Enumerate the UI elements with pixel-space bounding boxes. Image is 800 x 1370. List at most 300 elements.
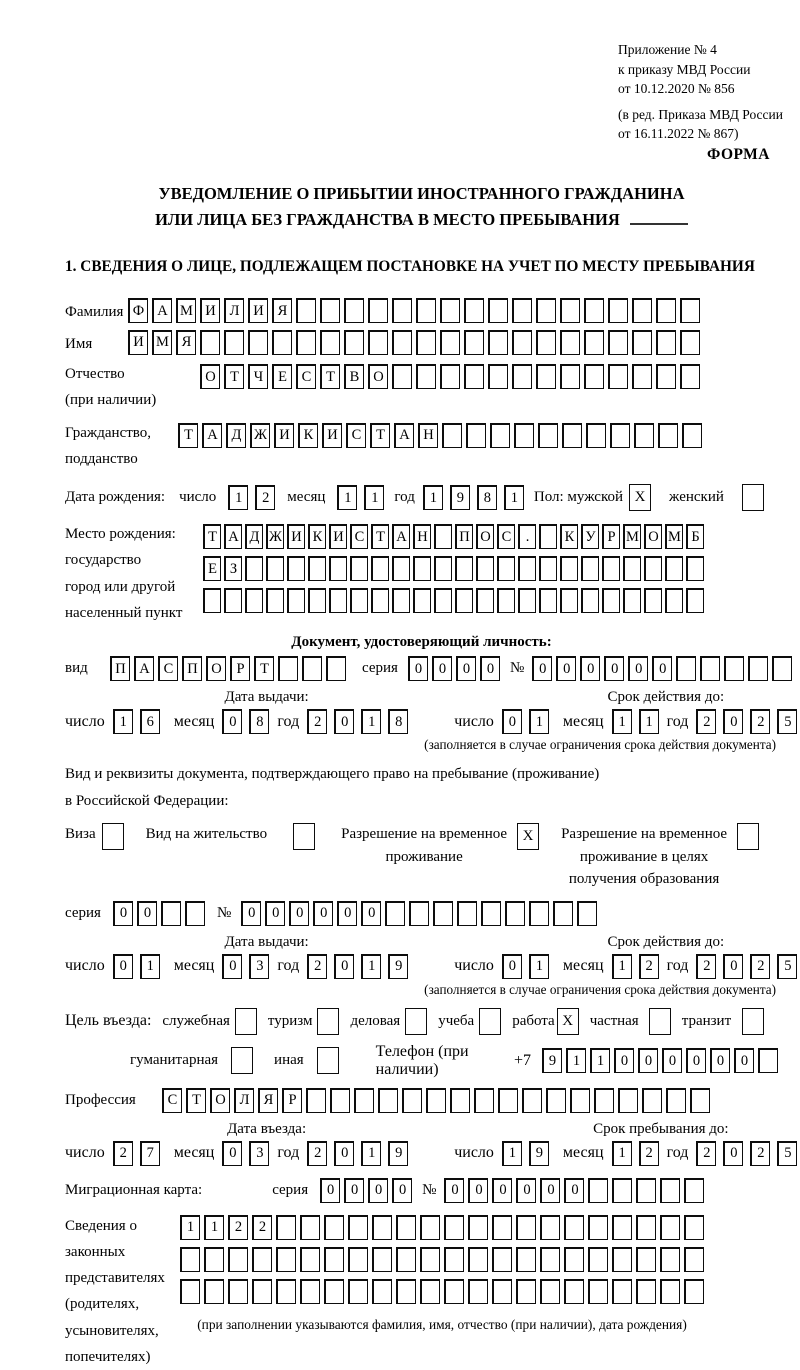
doc-valid-day-input[interactable] xyxy=(502,709,549,734)
char-cell[interactable]: 0 xyxy=(289,901,309,926)
char-cell[interactable] xyxy=(642,1088,662,1113)
char-cell[interactable]: 1 xyxy=(590,1048,610,1073)
char-cell[interactable] xyxy=(602,556,620,581)
char-cell[interactable]: 0 xyxy=(492,1178,512,1203)
char-cell[interactable]: 0 xyxy=(480,656,500,681)
char-cell[interactable]: . xyxy=(518,524,536,549)
char-cell[interactable]: 0 xyxy=(265,901,285,926)
char-cell[interactable]: П xyxy=(455,524,473,549)
char-cell[interactable]: 0 xyxy=(564,1178,584,1203)
char-cell[interactable] xyxy=(584,364,604,389)
birth-place-row1-input[interactable] xyxy=(203,524,704,549)
char-cell[interactable]: 0 xyxy=(723,1141,743,1166)
char-cell[interactable] xyxy=(492,1215,512,1240)
char-cell[interactable]: 0 xyxy=(686,1048,706,1073)
char-cell[interactable] xyxy=(497,556,515,581)
char-cell[interactable] xyxy=(348,1215,368,1240)
char-cell[interactable]: 2 xyxy=(696,954,716,979)
char-cell[interactable]: К xyxy=(308,524,326,549)
char-cell[interactable]: 0 xyxy=(723,954,743,979)
char-cell[interactable]: С xyxy=(162,1088,182,1113)
char-cell[interactable]: 1 xyxy=(612,954,632,979)
char-cell[interactable] xyxy=(324,1279,344,1304)
char-cell[interactable] xyxy=(623,588,641,613)
char-cell[interactable]: 8 xyxy=(477,485,497,510)
char-cell[interactable] xyxy=(161,901,181,926)
char-cell[interactable]: А xyxy=(202,423,222,448)
char-cell[interactable]: Ж xyxy=(250,423,270,448)
char-cell[interactable] xyxy=(420,1247,440,1272)
char-cell[interactable] xyxy=(656,330,676,355)
female-checkbox[interactable] xyxy=(742,484,764,511)
res-valid-day-input[interactable] xyxy=(502,954,549,979)
char-cell[interactable]: 2 xyxy=(113,1141,133,1166)
char-cell[interactable]: 0 xyxy=(320,1178,340,1203)
char-cell[interactable]: А xyxy=(152,298,172,323)
char-cell[interactable] xyxy=(300,1247,320,1272)
char-cell[interactable] xyxy=(278,656,298,681)
purpose-business-checkbox[interactable] xyxy=(405,1008,427,1035)
char-cell[interactable] xyxy=(632,330,652,355)
char-cell[interactable] xyxy=(416,298,436,323)
char-cell[interactable] xyxy=(512,364,532,389)
char-cell[interactable] xyxy=(180,1279,200,1304)
char-cell[interactable] xyxy=(440,364,460,389)
char-cell[interactable] xyxy=(378,1088,398,1113)
char-cell[interactable]: Ф xyxy=(128,298,148,323)
patronymic-input[interactable] xyxy=(200,361,700,389)
char-cell[interactable]: 2 xyxy=(696,709,716,734)
purpose-private-checkbox[interactable] xyxy=(649,1008,671,1035)
doc-kind-input[interactable] xyxy=(110,656,346,681)
purpose-humanitarian-checkbox[interactable] xyxy=(231,1047,253,1074)
birth-place-row3-input[interactable] xyxy=(203,588,704,613)
purpose-study-checkbox[interactable] xyxy=(479,1008,501,1035)
char-cell[interactable]: П xyxy=(182,656,202,681)
char-cell[interactable] xyxy=(330,1088,350,1113)
char-cell[interactable]: И xyxy=(287,524,305,549)
char-cell[interactable]: 0 xyxy=(222,1141,242,1166)
char-cell[interactable] xyxy=(560,588,578,613)
char-cell[interactable] xyxy=(612,1247,632,1272)
char-cell[interactable]: 2 xyxy=(639,954,659,979)
char-cell[interactable] xyxy=(680,364,700,389)
char-cell[interactable]: 2 xyxy=(307,709,327,734)
char-cell[interactable]: О xyxy=(206,656,226,681)
char-cell[interactable] xyxy=(612,1215,632,1240)
char-cell[interactable] xyxy=(444,1247,464,1272)
char-cell[interactable] xyxy=(564,1247,584,1272)
char-cell[interactable]: 1 xyxy=(504,485,524,510)
char-cell[interactable]: 9 xyxy=(529,1141,549,1166)
char-cell[interactable]: 1 xyxy=(423,485,443,510)
char-cell[interactable] xyxy=(658,423,678,448)
char-cell[interactable]: 2 xyxy=(696,1141,716,1166)
char-cell[interactable]: 5 xyxy=(777,1141,797,1166)
char-cell[interactable] xyxy=(185,901,205,926)
char-cell[interactable] xyxy=(416,330,436,355)
char-cell[interactable] xyxy=(245,556,263,581)
char-cell[interactable]: 0 xyxy=(241,901,261,926)
doc-series-input[interactable] xyxy=(408,656,500,681)
char-cell[interactable]: 0 xyxy=(734,1048,754,1073)
char-cell[interactable] xyxy=(344,298,364,323)
char-cell[interactable]: И xyxy=(248,298,268,323)
char-cell[interactable]: М xyxy=(176,298,196,323)
char-cell[interactable]: 5 xyxy=(777,709,797,734)
char-cell[interactable] xyxy=(498,1088,518,1113)
char-cell[interactable] xyxy=(536,364,556,389)
char-cell[interactable] xyxy=(516,1247,536,1272)
char-cell[interactable] xyxy=(476,588,494,613)
res-valid-year-input[interactable] xyxy=(696,954,797,979)
doc-valid-year-input[interactable] xyxy=(696,709,797,734)
char-cell[interactable] xyxy=(464,330,484,355)
char-cell[interactable] xyxy=(539,588,557,613)
char-cell[interactable] xyxy=(476,556,494,581)
char-cell[interactable] xyxy=(514,423,534,448)
char-cell[interactable] xyxy=(426,1088,446,1113)
char-cell[interactable] xyxy=(539,556,557,581)
char-cell[interactable]: О xyxy=(210,1088,230,1113)
char-cell[interactable]: Н xyxy=(413,524,431,549)
char-cell[interactable] xyxy=(570,1088,590,1113)
char-cell[interactable]: Я xyxy=(258,1088,278,1113)
char-cell[interactable] xyxy=(608,364,628,389)
char-cell[interactable] xyxy=(409,901,429,926)
char-cell[interactable]: 0 xyxy=(532,656,552,681)
char-cell[interactable]: С xyxy=(346,423,366,448)
representatives-row3-input[interactable] xyxy=(180,1279,704,1304)
char-cell[interactable] xyxy=(488,298,508,323)
char-cell[interactable]: А xyxy=(224,524,242,549)
char-cell[interactable] xyxy=(416,364,436,389)
char-cell[interactable] xyxy=(385,901,405,926)
char-cell[interactable] xyxy=(276,1215,296,1240)
char-cell[interactable]: 0 xyxy=(222,709,242,734)
char-cell[interactable] xyxy=(371,556,389,581)
char-cell[interactable] xyxy=(636,1178,656,1203)
char-cell[interactable]: И xyxy=(200,298,220,323)
char-cell[interactable] xyxy=(680,330,700,355)
char-cell[interactable]: 8 xyxy=(249,709,269,734)
char-cell[interactable]: Я xyxy=(272,298,292,323)
res-issue-month-input[interactable] xyxy=(222,954,269,979)
char-cell[interactable]: 0 xyxy=(580,656,600,681)
char-cell[interactable] xyxy=(684,1279,704,1304)
char-cell[interactable]: С xyxy=(296,364,316,389)
char-cell[interactable] xyxy=(402,1088,422,1113)
char-cell[interactable] xyxy=(536,330,556,355)
char-cell[interactable]: А xyxy=(394,423,414,448)
char-cell[interactable] xyxy=(492,1247,512,1272)
char-cell[interactable] xyxy=(560,556,578,581)
char-cell[interactable]: 1 xyxy=(612,1141,632,1166)
char-cell[interactable]: Р xyxy=(282,1088,302,1113)
char-cell[interactable] xyxy=(588,1279,608,1304)
char-cell[interactable] xyxy=(392,330,412,355)
purpose-official-checkbox[interactable] xyxy=(235,1008,257,1035)
char-cell[interactable] xyxy=(665,556,683,581)
char-cell[interactable]: 0 xyxy=(662,1048,682,1073)
char-cell[interactable]: 1 xyxy=(361,1141,381,1166)
char-cell[interactable]: М xyxy=(665,524,683,549)
char-cell[interactable]: Т xyxy=(320,364,340,389)
char-cell[interactable]: 0 xyxy=(502,954,522,979)
char-cell[interactable] xyxy=(686,556,704,581)
char-cell[interactable]: 9 xyxy=(450,485,470,510)
char-cell[interactable]: 1 xyxy=(502,1141,522,1166)
visa-checkbox[interactable] xyxy=(102,823,124,850)
char-cell[interactable] xyxy=(676,656,696,681)
char-cell[interactable] xyxy=(690,1088,710,1113)
char-cell[interactable] xyxy=(560,364,580,389)
char-cell[interactable] xyxy=(468,1215,488,1240)
char-cell[interactable]: 2 xyxy=(639,1141,659,1166)
char-cell[interactable] xyxy=(564,1279,584,1304)
char-cell[interactable] xyxy=(272,330,292,355)
char-cell[interactable] xyxy=(350,588,368,613)
char-cell[interactable] xyxy=(644,588,662,613)
char-cell[interactable] xyxy=(320,330,340,355)
char-cell[interactable]: 0 xyxy=(334,954,354,979)
char-cell[interactable]: 0 xyxy=(222,954,242,979)
char-cell[interactable]: О xyxy=(644,524,662,549)
char-cell[interactable] xyxy=(434,556,452,581)
char-cell[interactable]: 0 xyxy=(432,656,452,681)
char-cell[interactable] xyxy=(660,1215,680,1240)
char-cell[interactable]: 0 xyxy=(313,901,333,926)
char-cell[interactable] xyxy=(442,423,462,448)
char-cell[interactable] xyxy=(266,556,284,581)
char-cell[interactable] xyxy=(684,1178,704,1203)
char-cell[interactable]: К xyxy=(560,524,578,549)
char-cell[interactable] xyxy=(306,1088,326,1113)
char-cell[interactable]: 1 xyxy=(140,954,160,979)
char-cell[interactable] xyxy=(553,901,573,926)
mig-number-input[interactable] xyxy=(444,1178,704,1203)
char-cell[interactable]: 0 xyxy=(334,1141,354,1166)
char-cell[interactable] xyxy=(618,1088,638,1113)
char-cell[interactable] xyxy=(636,1279,656,1304)
doc-issue-month-input[interactable] xyxy=(222,709,269,734)
char-cell[interactable] xyxy=(522,1088,542,1113)
char-cell[interactable]: 0 xyxy=(723,709,743,734)
char-cell[interactable]: 0 xyxy=(710,1048,730,1073)
char-cell[interactable]: Д xyxy=(245,524,263,549)
char-cell[interactable] xyxy=(248,330,268,355)
char-cell[interactable] xyxy=(608,330,628,355)
char-cell[interactable] xyxy=(308,588,326,613)
char-cell[interactable]: 0 xyxy=(444,1178,464,1203)
char-cell[interactable] xyxy=(420,1215,440,1240)
char-cell[interactable] xyxy=(392,364,412,389)
char-cell[interactable]: У xyxy=(581,524,599,549)
char-cell[interactable]: Р xyxy=(230,656,250,681)
char-cell[interactable]: 1 xyxy=(566,1048,586,1073)
char-cell[interactable] xyxy=(536,298,556,323)
representatives-row2-input[interactable] xyxy=(180,1247,704,1272)
char-cell[interactable]: С xyxy=(497,524,515,549)
char-cell[interactable]: 5 xyxy=(777,954,797,979)
char-cell[interactable]: 1 xyxy=(639,709,659,734)
char-cell[interactable] xyxy=(302,656,322,681)
residence-permit-checkbox[interactable] xyxy=(293,823,315,850)
char-cell[interactable] xyxy=(457,901,477,926)
char-cell[interactable]: 6 xyxy=(140,709,160,734)
char-cell[interactable]: 1 xyxy=(364,485,384,510)
char-cell[interactable]: А xyxy=(134,656,154,681)
char-cell[interactable] xyxy=(252,1247,272,1272)
char-cell[interactable]: В xyxy=(344,364,364,389)
char-cell[interactable] xyxy=(245,588,263,613)
char-cell[interactable] xyxy=(204,1247,224,1272)
mig-series-input[interactable] xyxy=(320,1178,412,1203)
char-cell[interactable] xyxy=(588,1178,608,1203)
char-cell[interactable] xyxy=(300,1215,320,1240)
char-cell[interactable] xyxy=(682,423,702,448)
citizenship-input[interactable] xyxy=(178,420,702,448)
char-cell[interactable]: 0 xyxy=(516,1178,536,1203)
char-cell[interactable] xyxy=(413,588,431,613)
char-cell[interactable] xyxy=(588,1215,608,1240)
char-cell[interactable] xyxy=(666,1088,686,1113)
char-cell[interactable] xyxy=(602,588,620,613)
char-cell[interactable]: Т xyxy=(371,524,389,549)
birth-place-row2-input[interactable] xyxy=(203,556,704,581)
char-cell[interactable] xyxy=(228,1247,248,1272)
surname-input[interactable] xyxy=(128,298,700,323)
char-cell[interactable] xyxy=(434,588,452,613)
char-cell[interactable] xyxy=(564,1215,584,1240)
char-cell[interactable]: И xyxy=(329,524,347,549)
char-cell[interactable] xyxy=(348,1247,368,1272)
char-cell[interactable] xyxy=(612,1279,632,1304)
birth-day-input[interactable] xyxy=(228,485,275,510)
char-cell[interactable] xyxy=(680,298,700,323)
char-cell[interactable] xyxy=(392,298,412,323)
char-cell[interactable] xyxy=(344,330,364,355)
res-issue-year-input[interactable] xyxy=(307,954,408,979)
char-cell[interactable] xyxy=(538,423,558,448)
char-cell[interactable] xyxy=(623,556,641,581)
char-cell[interactable]: О xyxy=(200,364,220,389)
char-cell[interactable]: 0 xyxy=(113,954,133,979)
char-cell[interactable] xyxy=(529,901,549,926)
char-cell[interactable]: З xyxy=(224,556,242,581)
char-cell[interactable] xyxy=(464,298,484,323)
char-cell[interactable]: Я xyxy=(176,330,196,355)
char-cell[interactable] xyxy=(433,901,453,926)
char-cell[interactable] xyxy=(276,1279,296,1304)
char-cell[interactable] xyxy=(324,1215,344,1240)
char-cell[interactable] xyxy=(665,588,683,613)
char-cell[interactable]: 1 xyxy=(361,709,381,734)
char-cell[interactable] xyxy=(372,1247,392,1272)
stay-month-input[interactable] xyxy=(612,1141,659,1166)
male-checkbox[interactable]: X xyxy=(629,484,651,511)
char-cell[interactable]: М xyxy=(623,524,641,549)
char-cell[interactable] xyxy=(488,364,508,389)
char-cell[interactable] xyxy=(296,330,316,355)
given-name-input[interactable] xyxy=(128,330,700,355)
char-cell[interactable]: 0 xyxy=(137,901,157,926)
stay-day-input[interactable] xyxy=(502,1141,549,1166)
purpose-other-checkbox[interactable] xyxy=(317,1047,339,1074)
char-cell[interactable] xyxy=(287,556,305,581)
purpose-work-checkbox[interactable]: X xyxy=(557,1008,579,1035)
char-cell[interactable] xyxy=(276,1247,296,1272)
char-cell[interactable]: 1 xyxy=(204,1215,224,1240)
char-cell[interactable] xyxy=(320,298,340,323)
char-cell[interactable] xyxy=(372,1215,392,1240)
char-cell[interactable]: Ч xyxy=(248,364,268,389)
char-cell[interactable]: 1 xyxy=(180,1215,200,1240)
char-cell[interactable] xyxy=(594,1088,614,1113)
char-cell[interactable] xyxy=(660,1178,680,1203)
char-cell[interactable]: 3 xyxy=(249,1141,269,1166)
char-cell[interactable] xyxy=(562,423,582,448)
char-cell[interactable]: 2 xyxy=(750,709,770,734)
char-cell[interactable]: А xyxy=(392,524,410,549)
stay-year-input[interactable] xyxy=(696,1141,797,1166)
char-cell[interactable] xyxy=(636,1215,656,1240)
char-cell[interactable]: 2 xyxy=(255,485,275,510)
char-cell[interactable] xyxy=(656,364,676,389)
char-cell[interactable]: П xyxy=(110,656,130,681)
char-cell[interactable] xyxy=(584,298,604,323)
char-cell[interactable]: 0 xyxy=(337,901,357,926)
char-cell[interactable]: И xyxy=(274,423,294,448)
char-cell[interactable] xyxy=(516,1215,536,1240)
char-cell[interactable] xyxy=(420,1279,440,1304)
char-cell[interactable] xyxy=(660,1279,680,1304)
char-cell[interactable]: И xyxy=(322,423,342,448)
char-cell[interactable]: 1 xyxy=(113,709,133,734)
char-cell[interactable] xyxy=(252,1279,272,1304)
char-cell[interactable]: 9 xyxy=(388,1141,408,1166)
char-cell[interactable]: Л xyxy=(234,1088,254,1113)
char-cell[interactable]: М xyxy=(152,330,172,355)
res-issue-day-input[interactable] xyxy=(113,954,160,979)
char-cell[interactable]: 0 xyxy=(456,656,476,681)
char-cell[interactable] xyxy=(455,556,473,581)
char-cell[interactable] xyxy=(228,1279,248,1304)
char-cell[interactable]: 1 xyxy=(529,954,549,979)
char-cell[interactable] xyxy=(392,588,410,613)
char-cell[interactable] xyxy=(444,1215,464,1240)
char-cell[interactable]: 9 xyxy=(388,954,408,979)
char-cell[interactable]: 0 xyxy=(540,1178,560,1203)
doc-issue-year-input[interactable] xyxy=(307,709,408,734)
char-cell[interactable] xyxy=(326,656,346,681)
char-cell[interactable]: 0 xyxy=(604,656,624,681)
char-cell[interactable] xyxy=(466,423,486,448)
char-cell[interactable]: 1 xyxy=(529,709,549,734)
char-cell[interactable]: 0 xyxy=(408,656,428,681)
entry-month-input[interactable] xyxy=(222,1141,269,1166)
char-cell[interactable] xyxy=(481,901,501,926)
char-cell[interactable]: Т xyxy=(254,656,274,681)
char-cell[interactable] xyxy=(636,1247,656,1272)
char-cell[interactable]: Л xyxy=(224,298,244,323)
char-cell[interactable] xyxy=(634,423,654,448)
char-cell[interactable] xyxy=(497,588,515,613)
char-cell[interactable]: Н xyxy=(418,423,438,448)
char-cell[interactable] xyxy=(372,1279,392,1304)
phone-input[interactable] xyxy=(542,1048,778,1073)
char-cell[interactable]: 2 xyxy=(750,954,770,979)
